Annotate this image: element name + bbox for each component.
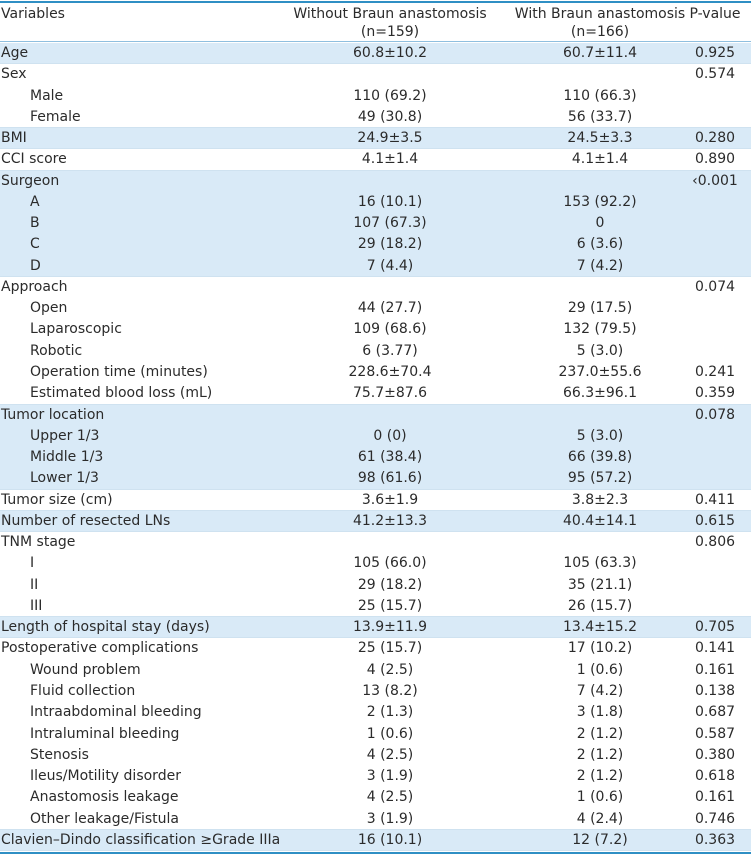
cell-without-braun: 60.8±10.2 [352, 45, 428, 61]
table-row [0, 319, 751, 340]
cell-pvalue: 0.359 [694, 385, 736, 402]
table-row [0, 532, 751, 553]
cell-without-braun: 105 (66.0) [353, 555, 427, 572]
cell-without-braun: 6 (3.77) [362, 342, 418, 359]
row-label: Open [30, 300, 68, 317]
table-row [0, 490, 751, 511]
cell-without-braun: 110 (69.2) [353, 87, 427, 104]
header-variables: Variables [1, 6, 65, 22]
cell-without-braun: 3.6±1.9 [361, 491, 419, 508]
table-row [0, 341, 751, 362]
header-with-braun-title: With Braun anastomosis [514, 6, 686, 22]
cell-with-braun: 17 (10.2) [567, 640, 633, 657]
row-label: D [30, 257, 41, 274]
table-row [0, 277, 751, 298]
table-bottom-rule [0, 852, 751, 854]
row-label: CCI score [1, 151, 67, 168]
table-row [0, 745, 751, 766]
cell-with-braun: 13.4±15.2 [562, 619, 638, 636]
cell-without-braun: 25 (15.7) [357, 640, 423, 657]
cell-pvalue: 0.078 [694, 406, 736, 423]
row-label: Number of resected LNs [1, 512, 171, 529]
cell-without-braun: 75.7±87.6 [352, 385, 428, 402]
cell-pvalue: 0.925 [694, 45, 736, 61]
cell-pvalue: 0.806 [694, 534, 736, 551]
row-label: Ileus/Motility disorder [30, 768, 181, 785]
cell-with-braun: 7 (4.2) [576, 257, 624, 274]
table-header [0, 3, 751, 42]
cell-with-braun: 35 (21.1) [567, 576, 633, 593]
cell-with-braun: 0 [595, 215, 605, 232]
table-row [0, 660, 751, 681]
table-row [0, 405, 751, 426]
cell-with-braun: 4.1±1.4 [571, 151, 629, 168]
cell-without-braun: 228.6±70.4 [348, 363, 432, 380]
table-row [0, 213, 751, 234]
row-label: Approach [1, 278, 68, 295]
cell-with-braun: 24.5±3.3 [567, 130, 633, 147]
row-label: Fluid collection [30, 682, 136, 699]
cell-pvalue: 0.574 [694, 66, 736, 83]
table-row [0, 234, 751, 255]
cell-pvalue: 0.161 [694, 789, 736, 806]
table-row [0, 426, 751, 447]
row-label: Intraluminal bleeding [30, 725, 180, 742]
cell-with-braun: 1 (0.6) [576, 789, 624, 806]
cell-without-braun: 41.2±13.3 [352, 512, 428, 529]
cell-with-braun: 95 (57.2) [567, 470, 633, 487]
cell-pvalue: 0.363 [694, 831, 736, 848]
table-row [0, 681, 751, 702]
cell-without-braun: 3 (1.9) [366, 810, 414, 827]
cell-with-braun: 40.4±14.1 [562, 512, 638, 529]
cell-with-braun: 2 (1.2) [576, 746, 624, 763]
row-label: Sex [1, 66, 27, 83]
cell-with-braun: 6 (3.6) [576, 236, 624, 253]
table-row [0, 128, 751, 149]
table-row [0, 383, 751, 404]
row-label: TNM stage [1, 534, 76, 551]
cell-without-braun: 4.1±1.4 [361, 151, 419, 168]
table-row [0, 724, 751, 745]
cell-with-braun: 66.3±96.1 [562, 385, 638, 402]
row-label: Stenosis [30, 746, 89, 763]
row-label: Estimated blood loss (mL) [30, 385, 213, 402]
cell-with-braun: 4 (2.4) [576, 810, 624, 827]
cell-without-braun: 29 (18.2) [357, 236, 423, 253]
row-label: Wound problem [30, 661, 141, 678]
header-without-braun-n: (n=159) [360, 24, 420, 40]
table-row [0, 511, 751, 532]
cell-pvalue: 0.161 [694, 661, 736, 678]
cell-with-braun: 60.7±11.4 [562, 45, 638, 61]
row-label: III [30, 597, 43, 614]
cell-with-braun: 7 (4.2) [576, 682, 624, 699]
header-with-braun [500, 5, 700, 41]
row-label: Surgeon [1, 172, 60, 189]
row-label: Upper 1/3 [30, 427, 100, 444]
cell-without-braun: 4 (2.5) [366, 661, 414, 678]
table-row [0, 830, 751, 851]
table-row [0, 638, 751, 659]
cell-with-braun: 3 (1.8) [576, 704, 624, 721]
row-label: Middle 1/3 [30, 449, 104, 466]
cell-pvalue: 0.705 [694, 619, 736, 636]
cell-pvalue: 0.074 [694, 278, 736, 295]
row-label: Operation time (minutes) [30, 363, 208, 380]
table-row [0, 107, 751, 128]
table-row [0, 766, 751, 787]
header-pvalue: P-value [689, 6, 741, 22]
table-row [0, 447, 751, 468]
cell-pvalue: 0.587 [694, 725, 736, 742]
cell-without-braun: 4 (2.5) [366, 746, 414, 763]
cell-pvalue: 0.141 [694, 640, 736, 657]
row-label: Postoperative complications [1, 640, 199, 657]
cell-pvalue: 0.138 [694, 682, 736, 699]
cell-without-braun: 0 (0) [373, 427, 407, 444]
cell-with-braun: 5 (3.0) [576, 427, 624, 444]
table-row [0, 787, 751, 808]
row-label: Clavien–Dindo classification ≥Grade IIIa [1, 831, 281, 848]
cell-with-braun: 3.8±2.3 [571, 491, 629, 508]
cell-with-braun: 153 (92.2) [563, 193, 637, 210]
header-with-braun-n: (n=166) [570, 24, 630, 40]
cell-pvalue: 0.890 [694, 151, 736, 168]
row-label: Other leakage/Fistula [30, 810, 179, 827]
row-label: Lower 1/3 [30, 470, 99, 487]
row-label: BMI [1, 130, 27, 147]
table-row [0, 362, 751, 383]
cell-with-braun: 29 (17.5) [567, 300, 633, 317]
cell-pvalue: 0.746 [694, 810, 736, 827]
row-label: Tumor location [1, 406, 105, 423]
cell-without-braun: 16 (10.1) [357, 831, 423, 848]
cell-without-braun: 107 (67.3) [353, 215, 427, 232]
table-row [0, 43, 751, 64]
cell-without-braun: 16 (10.1) [357, 193, 423, 210]
row-label: Age [1, 45, 29, 61]
cell-without-braun: 3 (1.9) [366, 768, 414, 785]
header-without-braun [290, 5, 490, 41]
row-label: Robotic [30, 342, 83, 359]
cell-without-braun: 24.9±3.5 [357, 130, 423, 147]
table-row [0, 575, 751, 596]
row-label: A [30, 193, 40, 210]
cell-with-braun: 2 (1.2) [576, 768, 624, 785]
cell-pvalue: 0.687 [694, 704, 736, 721]
cell-with-braun: 132 (79.5) [563, 321, 637, 338]
table-row [0, 149, 751, 170]
cell-pvalue: 0.411 [694, 491, 736, 508]
table-row [0, 596, 751, 617]
table-row [0, 809, 751, 830]
cell-without-braun: 44 (27.7) [357, 300, 423, 317]
cell-with-braun: 66 (39.8) [567, 449, 633, 466]
row-label: Female [30, 108, 81, 125]
cell-without-braun: 61 (38.4) [357, 449, 423, 466]
cell-without-braun: 49 (30.8) [357, 108, 423, 125]
header-without-braun-title: Without Braun anastomosis [293, 6, 487, 22]
cell-without-braun: 29 (18.2) [357, 576, 423, 593]
table-row [0, 553, 751, 574]
row-label: Male [30, 87, 64, 104]
table-row [0, 86, 751, 107]
cell-without-braun: 98 (61.6) [357, 470, 423, 487]
row-label: Laparoscopic [30, 321, 122, 338]
cell-pvalue: ‹0.001 [692, 172, 738, 189]
cell-without-braun: 4 (2.5) [366, 789, 414, 806]
row-label: Length of hospital stay (days) [1, 619, 210, 636]
cell-without-braun: 25 (15.7) [357, 597, 423, 614]
cell-without-braun: 109 (68.6) [353, 321, 427, 338]
row-label: II [30, 576, 39, 593]
cell-with-braun: 105 (63.3) [563, 555, 637, 572]
cell-pvalue: 0.241 [694, 363, 736, 380]
cell-with-braun: 5 (3.0) [576, 342, 624, 359]
table-row [0, 64, 751, 85]
row-label: Anastomosis leakage [30, 789, 179, 806]
row-label: I [30, 555, 35, 572]
cell-without-braun: 2 (1.3) [366, 704, 414, 721]
table-row [0, 702, 751, 723]
cell-with-braun: 2 (1.2) [576, 725, 624, 742]
cell-pvalue: 0.380 [694, 746, 736, 763]
row-label: B [30, 215, 40, 232]
table-row [0, 468, 751, 489]
table-body [0, 43, 751, 851]
cell-with-braun: 26 (15.7) [567, 597, 633, 614]
cell-with-braun: 12 (7.2) [572, 831, 628, 848]
cell-without-braun: 13.9±11.9 [352, 619, 428, 636]
cell-pvalue: 0.615 [694, 512, 736, 529]
cell-pvalue: 0.618 [694, 768, 736, 785]
table-row [0, 617, 751, 638]
row-label: C [30, 236, 40, 253]
cell-without-braun: 7 (4.4) [366, 257, 414, 274]
table-row [0, 192, 751, 213]
cell-with-braun: 110 (66.3) [563, 87, 637, 104]
cell-with-braun: 56 (33.7) [567, 108, 633, 125]
cell-without-braun: 13 (8.2) [362, 682, 418, 699]
table-row [0, 171, 751, 192]
table-row [0, 256, 751, 277]
table-row [0, 298, 751, 319]
cell-without-braun: 1 (0.6) [366, 725, 414, 742]
row-label: Tumor size (cm) [1, 491, 113, 508]
row-label: Intraabdominal bleeding [30, 704, 202, 721]
cell-with-braun: 237.0±55.6 [558, 363, 642, 380]
cell-pvalue: 0.280 [694, 130, 736, 147]
cell-with-braun: 1 (0.6) [576, 661, 624, 678]
